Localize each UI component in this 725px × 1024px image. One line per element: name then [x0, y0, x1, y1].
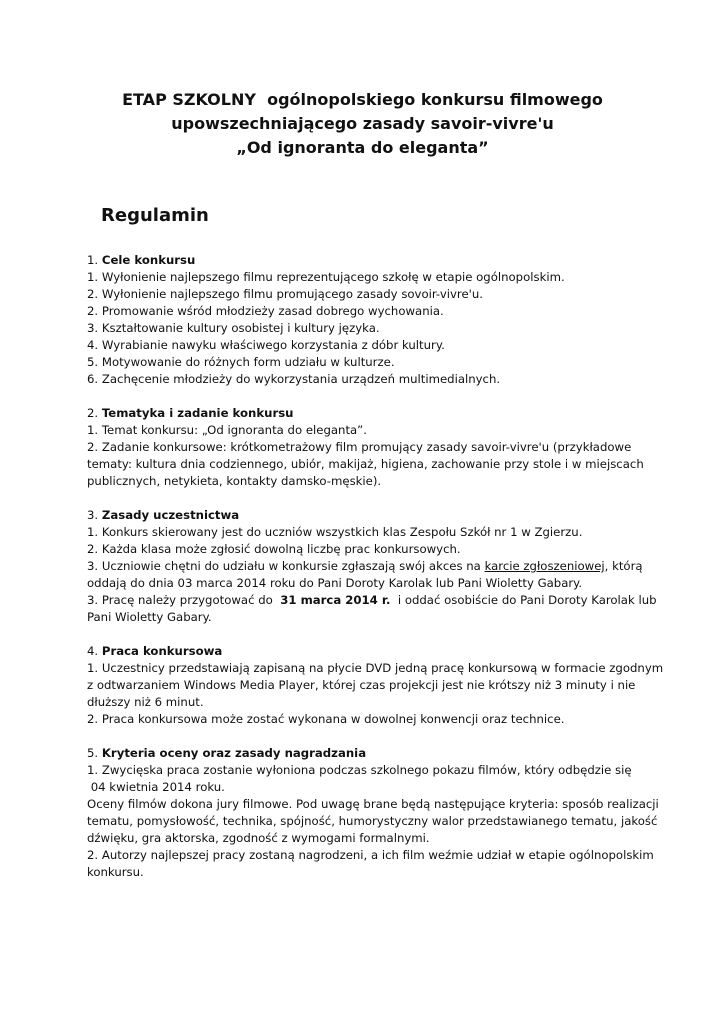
- header-line-2: upowszechniającego zasady savoir-vivre'u: [171, 114, 554, 133]
- header-stage-label: ETAP SZKOLNY: [122, 90, 256, 109]
- spacer: [87, 626, 657, 643]
- header-line-3: „Od ignoranta do eleganta”: [236, 138, 489, 157]
- list-item: 1. Uczestnicy przedstawiają zapisaną na płycie DVD jedną pracę konkursową w formacie zgodnym: [87, 661, 664, 675]
- list-item: Oceny filmów dokona jury filmowe. Pod uwagę brane będą następujące kryteria: sposób realizacji: [87, 797, 659, 811]
- registration-form-link[interactable]: karcie zgłoszeniowej: [484, 559, 605, 573]
- list-item: publicznych, netykieta, kontakty damsko-męskie).: [87, 474, 382, 488]
- list-item: 1. Temat konkursu: „Od ignoranta do eleganta”.: [87, 423, 367, 437]
- list-item-text: i oddać osobiście do Pani Doroty Karolak lub: [390, 593, 657, 607]
- list-item: 2. Każda klasa może zgłosić dowolną liczbę prac konkursowych.: [87, 542, 461, 556]
- section-1-heading: [87, 252, 657, 269]
- section-number: 3.: [87, 508, 99, 522]
- list-item: Pani Wioletty Gabary.: [87, 610, 212, 624]
- section-4-heading: [87, 643, 657, 660]
- spacer: [87, 388, 657, 405]
- list-item: 2. Promowanie wśród młodzieży zasad dobrego wychowania.: [87, 304, 444, 318]
- spacer: [87, 728, 657, 745]
- list-item: konkursu.: [87, 865, 144, 879]
- list-item: 5. Motywowanie do różnych form udziału w kulturze.: [87, 355, 395, 369]
- header-line-1: [60, 88, 665, 112]
- section-title: Tematyka i zadanie konkursu: [101, 406, 294, 420]
- list-item: 4. Wyrabianie nawyku właściwego korzystania z dóbr kultury.: [87, 338, 445, 352]
- list-item: oddają do dnia 03 marca 2014 roku do Pani Doroty Karolak lub Pani Wioletty Gabary.: [87, 576, 583, 590]
- list-item: 04 kwietnia 2014 roku.: [87, 780, 225, 794]
- list-item-text: 3. Pracę należy przygotować do: [87, 593, 281, 607]
- section-number: 2.: [87, 406, 99, 420]
- list-item: 1. Konkurs skierowany jest do uczniów wszystkich klas Zespołu Szkół nr 1 w Zgierzu.: [87, 525, 583, 539]
- header-line-1-rest: ogólnopolskiego konkursu filmowego: [255, 90, 603, 109]
- section-title: Kryteria oceny oraz zasady nagradzania: [101, 746, 367, 760]
- section-number: 5.: [87, 746, 99, 760]
- spacer: [87, 490, 657, 507]
- list-item: 2. Wyłonienie najlepszego filmu promującego zasady sovoir-vivre'u.: [87, 287, 483, 301]
- list-item: 1. Wyłonienie najlepszego filmu reprezentującego szkołę w etapie ogólnopolskim.: [87, 270, 565, 284]
- section-title: Praca konkursowa: [101, 644, 223, 658]
- section-title: Zasady uczestnictwa: [101, 508, 240, 522]
- list-item-text: 3. Uczniowie chętni do udziału w konkursie zgłaszają swój akces na: [87, 559, 485, 573]
- section-number: 1.: [87, 253, 99, 267]
- section-number: 4.: [87, 644, 99, 658]
- list-item: 6. Zachęcenie młodzieży do wykorzystania urządzeń multimedialnych.: [87, 372, 501, 386]
- list-item: [87, 592, 657, 609]
- list-item-text: , którą: [604, 559, 643, 573]
- list-item: 2. Praca konkursowa może zostać wykonana w dowolnej konwencji oraz technice.: [87, 712, 565, 726]
- list-item: dłuższy niż 6 minut.: [87, 695, 204, 709]
- list-item: tematu, pomysłowość, technika, spójność, humorystyczny walor przedstawianego tematu, jakość: [87, 814, 658, 828]
- section-3-heading: [87, 507, 657, 524]
- list-item: dźwięku, gra aktorska, zgodność z wymogami formalnymi.: [87, 831, 430, 845]
- document-body: [87, 252, 664, 881]
- list-item: 2. Autorzy najlepszej pracy zostaną nagrodzeni, a ich film weźmie udział w etapie ogólnopolskim: [87, 848, 654, 862]
- list-item: tematy: kultura dnia codziennego, ubiór, makijaż, higiena, zachowanie przy stole i w miejscach: [87, 457, 644, 471]
- deadline-date: 31 marca 2014 r.: [280, 593, 391, 607]
- section-5-heading: [87, 745, 657, 762]
- section-2-heading: [87, 405, 657, 422]
- list-item: 1. Zwycięska praca zostanie wyłoniona podczas szkolnego pokazu filmów, który odbędzie się: [87, 763, 632, 777]
- list-item: 3. Kształtowanie kultury osobistej i kultury języka.: [87, 321, 380, 335]
- list-item: [87, 558, 657, 575]
- section-title: Cele konkursu: [101, 253, 196, 267]
- list-item: 2. Zadanie konkursowe: krótkometrażowy film promujący zasady savoir-vivre'u (przykładowe: [87, 440, 632, 454]
- regulamin-heading: Regulamin: [101, 205, 209, 226]
- list-item: z odtwarzaniem Windows Media Player, której czas projekcji jest nie krótszy niż 3 minuty i nie: [87, 678, 636, 692]
